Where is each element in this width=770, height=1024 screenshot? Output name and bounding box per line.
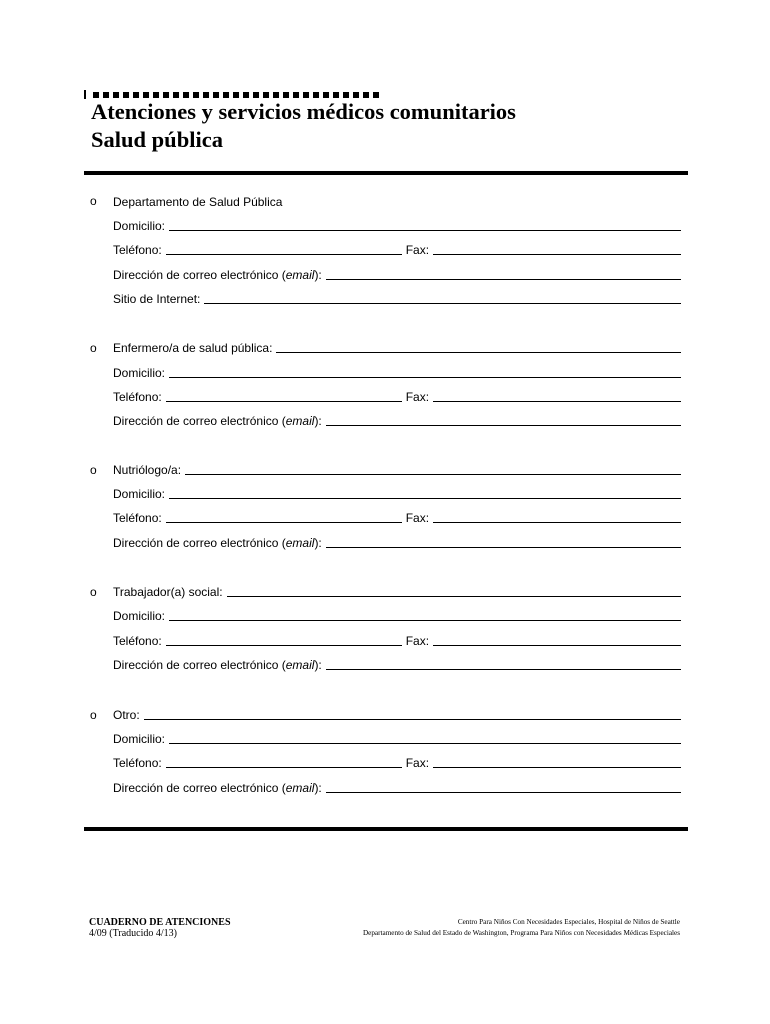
email-field[interactable] [326, 279, 681, 280]
email-label-prefix: Dirección de correo electrónico ( [113, 658, 286, 672]
footer-left [89, 917, 231, 939]
email-label-suffix: ): [314, 781, 322, 795]
dot-rule-square [343, 92, 349, 98]
footer-date: 4/09 (Traducido 4/13) [89, 928, 177, 939]
address-field[interactable] [169, 743, 681, 744]
address-field[interactable] [169, 498, 681, 499]
dot-rule-square [203, 92, 209, 98]
address-field[interactable] [169, 377, 681, 378]
email-label-word: email [285, 658, 315, 672]
email-label-suffix: ): [314, 658, 322, 672]
section-3-email-row [113, 528, 681, 550]
phone-field[interactable] [166, 254, 402, 255]
dot-rule-square [153, 92, 159, 98]
footer-notebook-title: CUADERNO DE ATENCIONES [89, 917, 231, 928]
email-label-prefix: Dirección de correo electrónico ( [113, 536, 286, 550]
dot-rule-square [333, 92, 339, 98]
section-4-bullet: o [90, 585, 97, 599]
section-4-email-row [113, 650, 681, 672]
address-label: Domicilio: [113, 366, 166, 380]
section-4-phone-row [113, 626, 681, 648]
email-label-word: email [285, 414, 315, 428]
dot-rule-square [173, 92, 179, 98]
fax-label: Fax: [405, 634, 430, 648]
section-4-heading-row [113, 577, 681, 599]
dot-rule-square [213, 92, 219, 98]
fax-label: Fax: [405, 756, 430, 770]
email-label [113, 414, 322, 428]
fax-field[interactable] [433, 645, 681, 646]
address-field[interactable] [169, 620, 681, 621]
footer-right [363, 917, 680, 939]
dot-rule-square [293, 92, 299, 98]
email-label-word: email [285, 781, 315, 795]
fax-field[interactable] [433, 254, 681, 255]
section-2-address-row [113, 358, 681, 380]
section-4-address-row [113, 601, 681, 623]
fax-label: Fax: [405, 511, 430, 525]
section-5-heading: Otro: [113, 708, 140, 722]
website-field[interactable] [204, 303, 681, 304]
section-4-name-field[interactable] [227, 596, 681, 597]
fax-field[interactable] [433, 522, 681, 523]
section-3-heading-row [113, 455, 681, 477]
title-line-2: Salud pública [91, 127, 223, 152]
email-label-suffix: ): [314, 414, 322, 428]
dot-rule-square [313, 92, 319, 98]
section-3-name-field[interactable] [185, 474, 681, 475]
section-1-email-row [113, 260, 681, 282]
section-1-address-row [113, 211, 681, 233]
section-5-bullet: o [90, 708, 97, 722]
section-2-heading-row [113, 333, 681, 355]
section-5-phone-row [113, 748, 681, 770]
dot-rule-square [253, 92, 259, 98]
phone-label: Teléfono: [113, 243, 162, 257]
section-3-bullet: o [90, 463, 97, 477]
dot-rule-square [243, 92, 249, 98]
email-label [113, 658, 322, 672]
email-field[interactable] [326, 669, 681, 670]
dot-rule-square [93, 92, 99, 98]
phone-field[interactable] [166, 401, 402, 402]
section-1-heading-row [113, 187, 681, 209]
dot-rule-square [283, 92, 289, 98]
dot-rule-square [273, 92, 279, 98]
top-divider [84, 171, 688, 175]
dot-rule-square [103, 92, 109, 98]
dot-rule-square [353, 92, 359, 98]
email-label-suffix: ): [314, 536, 322, 550]
phone-field[interactable] [166, 522, 402, 523]
section-5-name-field[interactable] [144, 719, 681, 720]
address-label: Domicilio: [113, 732, 166, 746]
email-label-prefix: Dirección de correo electrónico ( [113, 268, 286, 282]
dot-rule-square [323, 92, 329, 98]
page-title [91, 98, 516, 154]
fax-field[interactable] [433, 767, 681, 768]
section-5-email-row [113, 773, 681, 795]
address-label: Domicilio: [113, 487, 166, 501]
address-field[interactable] [169, 230, 681, 231]
fax-label: Fax: [405, 243, 430, 257]
section-2-heading: Enfermero/a de salud pública: [113, 341, 273, 355]
section-5-address-row [113, 724, 681, 746]
dot-rule-square [303, 92, 309, 98]
fax-label: Fax: [405, 390, 430, 404]
phone-label: Teléfono: [113, 390, 162, 404]
dot-rule-square [163, 92, 169, 98]
dot-rule-square [113, 92, 119, 98]
bottom-divider [84, 827, 688, 831]
section-2-email-row [113, 406, 681, 428]
dot-rule-square [233, 92, 239, 98]
website-label: Sitio de Internet: [113, 292, 201, 306]
section-3-heading: Nutriólogo/a: [113, 463, 182, 477]
dot-rule-bar [84, 90, 86, 99]
section-2-phone-row [113, 382, 681, 404]
section-2-name-field[interactable] [276, 352, 681, 353]
section-4-heading: Trabajador(a) social: [113, 585, 223, 599]
phone-field[interactable] [166, 767, 402, 768]
dot-rule-square [363, 92, 369, 98]
email-label-prefix: Dirección de correo electrónico ( [113, 414, 286, 428]
email-field[interactable] [326, 547, 681, 548]
phone-label: Teléfono: [113, 511, 162, 525]
email-label [113, 268, 322, 282]
email-label [113, 536, 322, 550]
dot-rule-square [373, 92, 379, 98]
section-1-bullet: o [90, 194, 97, 208]
fax-field[interactable] [433, 401, 681, 402]
title-line-1: Atenciones y servicios médicos comunitarios [91, 99, 516, 124]
email-label-word: email [285, 536, 315, 550]
email-label-word: email [285, 268, 315, 282]
email-label-suffix: ): [314, 268, 322, 282]
footer-credit-2: Departamento de Salud del Estado de Washington, Programa Para Niños con Necesidades Médicas Especiales [362, 929, 680, 937]
footer-credit-1: Centro Para Niños Con Necesidades Especiales, Hospital de Niños de Seattle [457, 918, 680, 926]
dot-rule-square [263, 92, 269, 98]
dot-rule-square [223, 92, 229, 98]
address-label: Domicilio: [113, 609, 166, 623]
section-1-heading: Departamento de Salud Pública [113, 195, 283, 209]
email-label [113, 781, 322, 795]
phone-label: Teléfono: [113, 756, 162, 770]
dot-rule-square [123, 92, 129, 98]
dot-rule-square [193, 92, 199, 98]
email-field[interactable] [326, 792, 681, 793]
email-label-prefix: Dirección de correo electrónico ( [113, 781, 286, 795]
section-5-heading-row [113, 700, 681, 722]
section-3-phone-row [113, 503, 681, 525]
dot-rule-square [143, 92, 149, 98]
email-field[interactable] [326, 425, 681, 426]
section-1-phone-row [113, 235, 681, 257]
dot-rule-square [133, 92, 139, 98]
phone-label: Teléfono: [113, 634, 162, 648]
section-3-address-row [113, 479, 681, 501]
section-2-bullet: o [90, 341, 97, 355]
dot-rule-square [183, 92, 189, 98]
address-label: Domicilio: [113, 219, 166, 233]
section-1-website-row [113, 284, 681, 306]
phone-field[interactable] [166, 645, 402, 646]
